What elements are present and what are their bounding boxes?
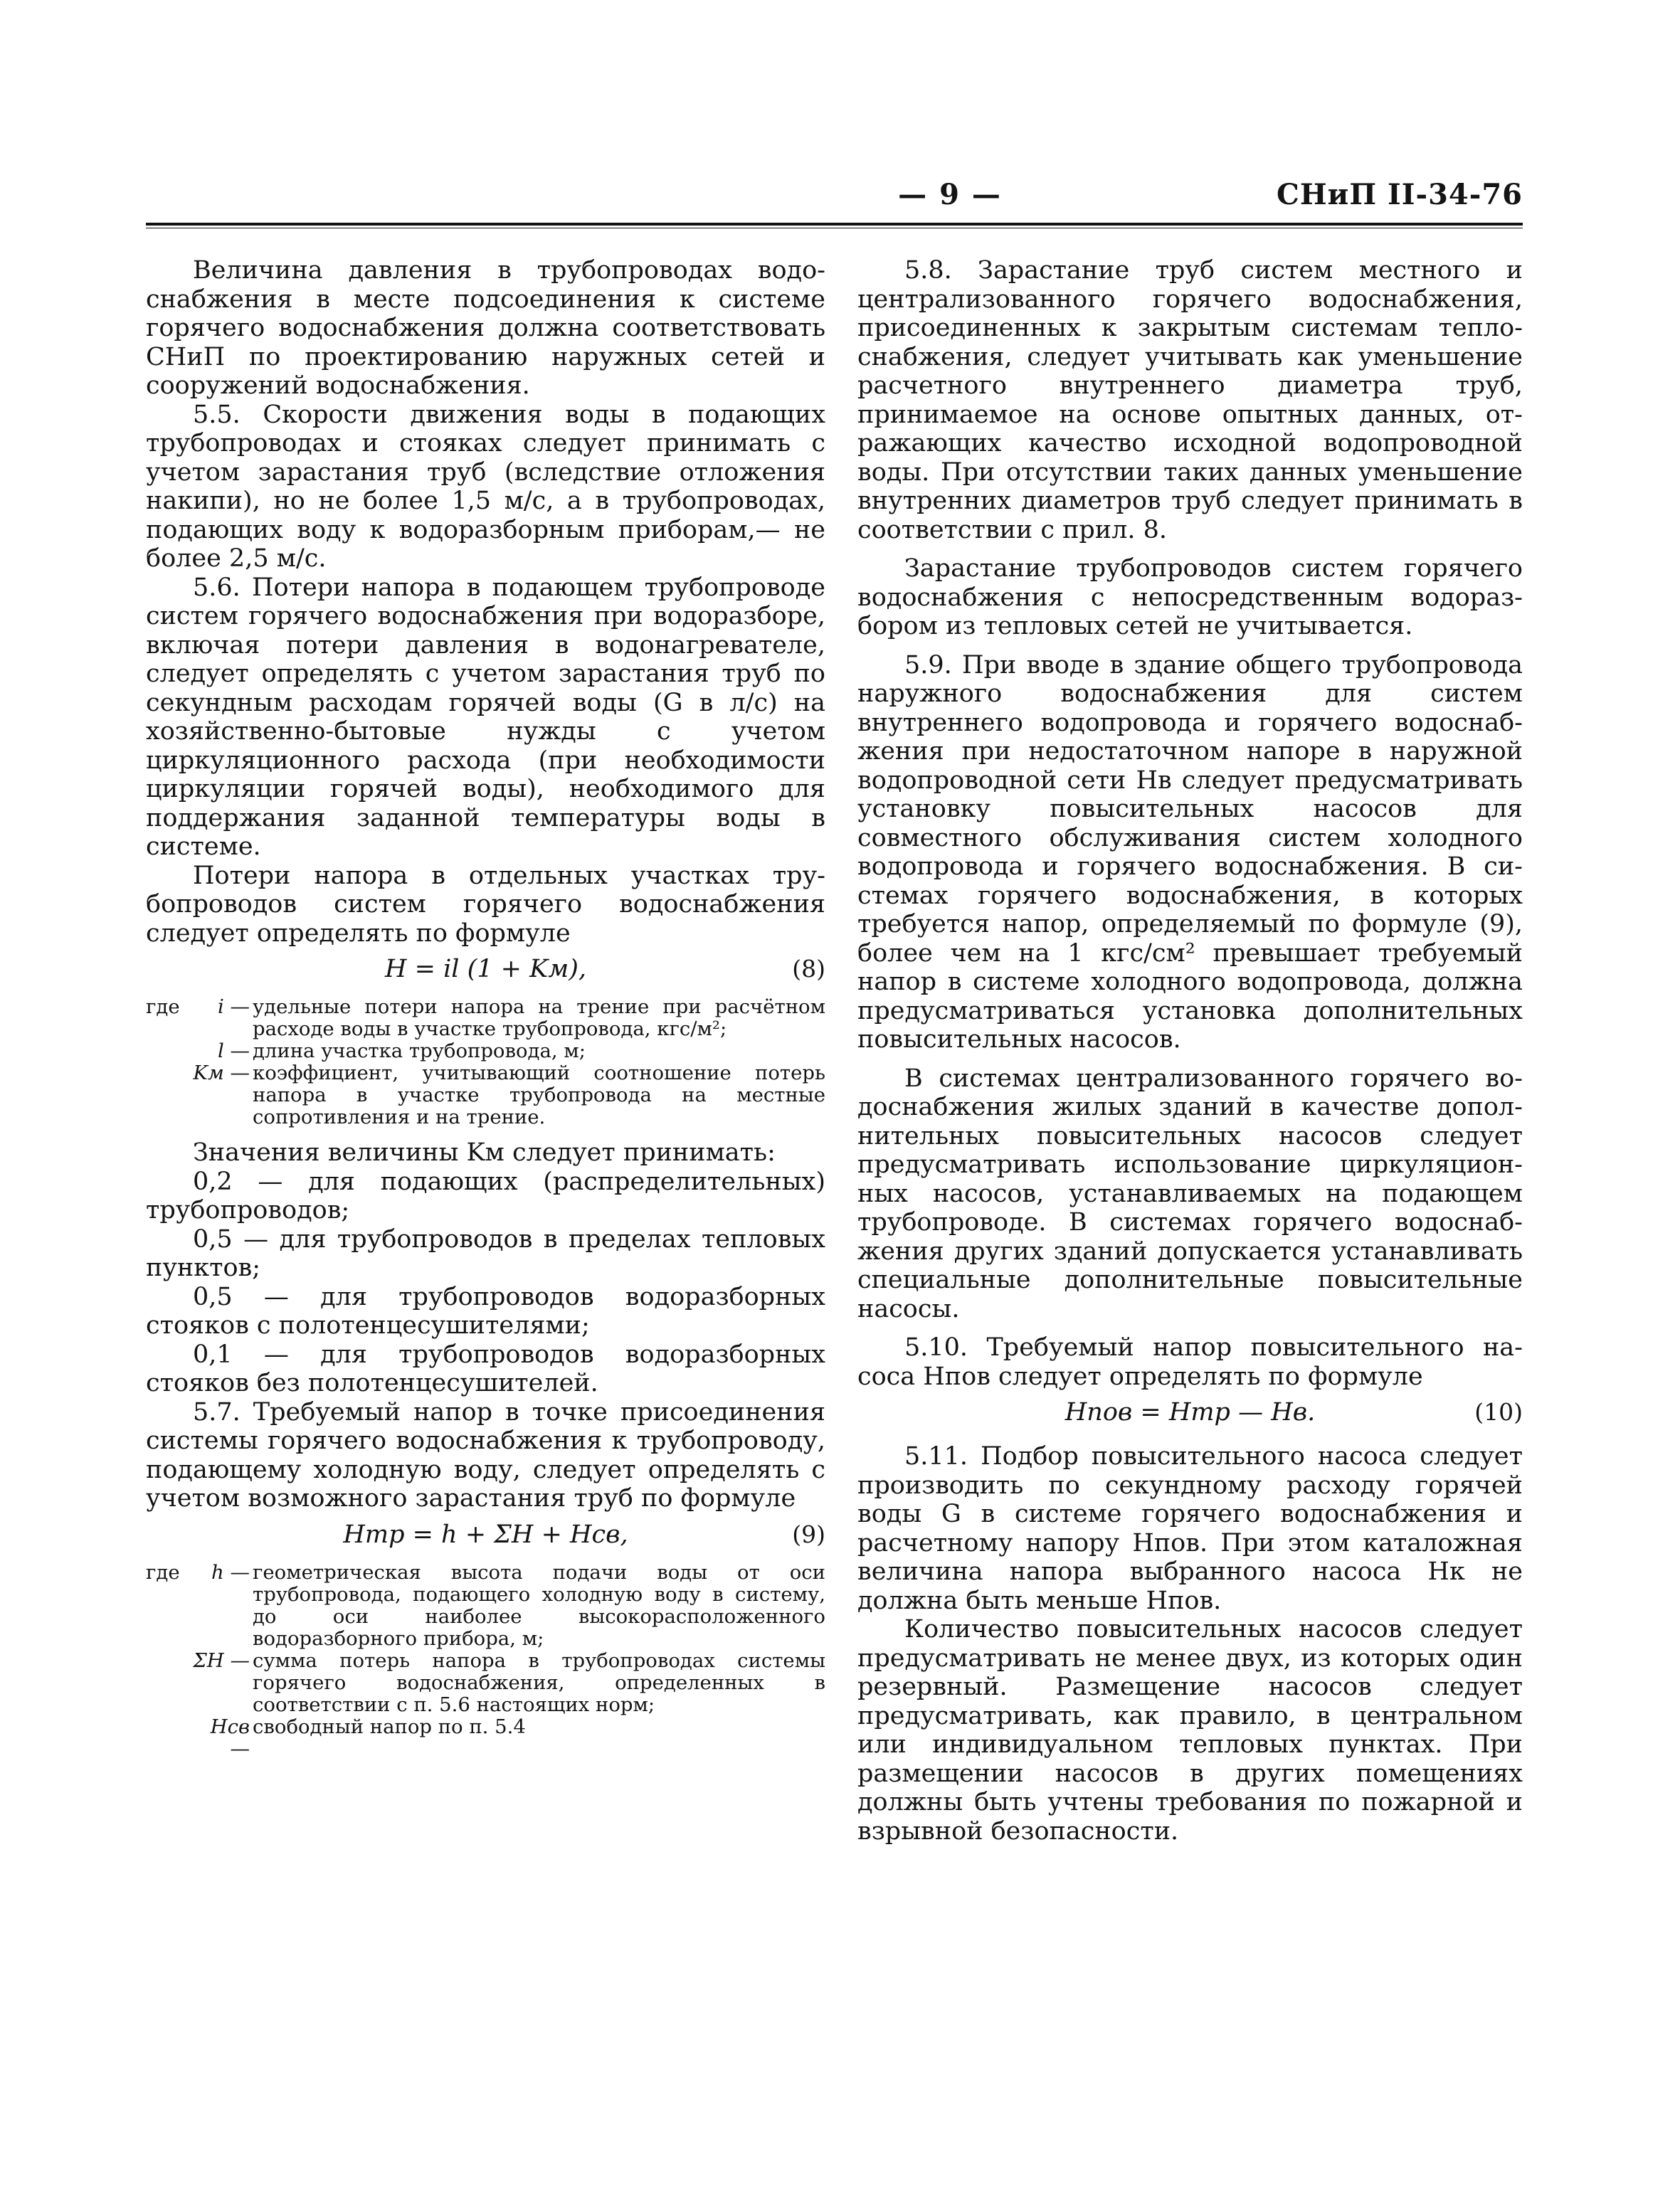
- page-number: — 9 —: [898, 178, 1002, 211]
- paragraph: 0,2 — для подающих (распределительных) трубопроводов;: [146, 1167, 825, 1224]
- legend-text: длина участка трубопровода, м;: [253, 1039, 586, 1062]
- legend-row: [146, 1650, 825, 1716]
- paragraph: Величина давления в трубопроводах водоснабжения в месте подсоединения к системе горячего водоснабжения должна соответствовать СНиП по проектированию наружных сетей и сооружений водоснабжения.: [146, 256, 825, 400]
- paragraph: Значения величины Kм следует принимать:: [193, 1138, 776, 1167]
- formula-8-number: (8): [792, 955, 825, 983]
- paragraph: 0,1 — для трубопроводов водоразборных стояков без полотенцесушителей.: [146, 1340, 825, 1397]
- formula-9-legend: [146, 1562, 825, 1760]
- paragraph-5-6: 5.6. Потери напора в подающем трубопроводе систем горячего водоснабжения при водоразборе, включая потери давления в водонагревателе, следует определять с учетом зарастания труб по секундным расходам горячей воды (G в л/с) на хозяйственно-бытовые нужды с учетом циркуляционного расхода (при необходимости циркуляции горячей воды), необходимого для поддержания заданной температуры воды в системе.: [146, 573, 825, 861]
- formula-10-expression: Hпов = Hтр — Hв.: [1064, 1398, 1316, 1427]
- legend-text: свободный напор по п. 5.4: [253, 1715, 526, 1738]
- legend-symbol: l —: [217, 1039, 250, 1062]
- legend-symbol: Kм —: [193, 1062, 250, 1084]
- page-header: [146, 178, 1523, 221]
- paragraph: Количество повысительных насосов следует предусматривать не менее двух, из которых один резервный. Размещение насосов следует предусматривать, как правило, в центральном или индивидуальном тепловых пунктах. При размещении насосов в других помещениях должны быть учтены требования по пожарной и взрывной безопасности.: [857, 1615, 1523, 1846]
- legend-where: где: [146, 995, 180, 1018]
- right-column: [857, 256, 1523, 1846]
- legend-row: [146, 996, 825, 1040]
- formula-10: [857, 1395, 1523, 1432]
- header-rule: [146, 223, 1523, 228]
- legend-text: сумма потерь напора в трубопроводах системы горячего водоснабжения, определенных в соответствии с п. 5.6 настоящих норм;: [253, 1649, 825, 1716]
- paragraph-5-5: 5.5. Скорости движения воды в подающих трубопроводах и стояках следует принимать с учетом зарастания труб (вследствие отложения накипи), но не более 1,5 м/с, а в трубопроводах, подающих воду к водоразборным приборам,— не более 2,5 м/с.: [146, 400, 825, 573]
- paragraph: Зарастание трубопроводов систем горячего водоснабжения с непосредственным водоразбором из тепловых сетей не учитывается.: [857, 554, 1523, 640]
- legend-symbol: Hсв —: [210, 1715, 250, 1760]
- legend-row: [146, 1716, 825, 1760]
- legend-row: [146, 1040, 825, 1062]
- formula-10-number: (10): [1474, 1398, 1523, 1426]
- paragraph: В системах централизованного горячего водоснабжения жилых зданий в качестве дополнительных повысительных насосов следует предусматривать использование циркуляционных насосов, устанавливаемых на подающем трубопроводе. В системах горячего водоснабжения других зданий допускается устанавливать специальные дополнительные повысительные насосы.: [857, 1064, 1523, 1323]
- legend-row: [146, 1062, 825, 1128]
- left-column: [146, 256, 825, 1767]
- paragraph-5-7: 5.7. Требуемый напор в точке присоединения системы горячего водоснабжения к трубопроводу, подающему холодную воду, следует определять с учетом возможного зарастания труб по формуле: [146, 1397, 825, 1513]
- paragraph-5-10: 5.10. Требуемый напор повысительного наcoca Hпов следует определять по формуле: [857, 1333, 1523, 1391]
- legend-text: удельные потери напора на трение при расчётном расходе воды в участке трубопровода, кгс/м²;: [253, 995, 825, 1040]
- legend-symbol: h —: [211, 1560, 250, 1584]
- formula-9-number: (9): [792, 1520, 825, 1548]
- paragraph: 0,5 — для трубопроводов водоразборных стояков с полотенцесушителями;: [146, 1282, 825, 1340]
- formula-8-legend: [146, 996, 825, 1128]
- paragraph: Потери напора в отдельных участках трубопроводов систем горячего водоснабжения следует определять по формуле: [146, 861, 825, 948]
- formula-9-expression: Hтр = h + ΣH + Hсв,: [343, 1520, 628, 1549]
- legend-row: [146, 1562, 825, 1650]
- legend-symbol: i —: [217, 995, 250, 1018]
- paragraph-5-11: 5.11. Подбор повысительного насоса следует производить по секундному расходу горячей воды G в системе горячего водоснабжения и расчетному напору Hпов. При этом каталожная величина напора выбранного насоса Hк не должна быть меньше Hпов.: [857, 1442, 1523, 1615]
- legend-symbol: ΣH —: [193, 1649, 250, 1672]
- paragraph: 0,5 — для трубопроводов в пределах тепловых пунктов;: [146, 1224, 825, 1282]
- document-code: СНиП II-34-76: [1277, 178, 1523, 211]
- paragraph-5-9: 5.9. При вводе в здание общего трубопровода наружного водоснабжения для систем внутреннего водопровода и горячего водоснабжения при недостаточном напоре в наружной водопроводной сети Hв следует предусматривать установку повысительных насосов для совместного обслуживания систем холодного водопровода и горячего водоснабжения. В системах горячего водоснабжения, в которых требуется напор, определяемый по формуле (9), более чем на 1 кгс/см² превышает требуемый напор в системе холодного водопровода, должна предусматриваться установка дополнительных повысительных насосов.: [857, 650, 1523, 1054]
- legend-text: коэффициент, учитывающий соотношение потерь напора в участке трубопровода на местные сопротивления и на трение.: [253, 1062, 825, 1128]
- legend-where: где: [146, 1560, 180, 1584]
- formula-9: [146, 1518, 825, 1555]
- formula-8: [146, 952, 825, 989]
- legend-text: геометрическая высота подачи воды от оси трубопровода, подающего холодную воду в систему, до оси наиболее высокорасположенного водоразборного прибора, м;: [253, 1560, 825, 1650]
- formula-8-expression: H = il (1 + Kм),: [384, 955, 587, 983]
- paragraph-5-8: 5.8. Зарастание труб систем местного и централизованного горячего водоснабжения, присоединенных к закрытым системам теплоснабжения, следует учитывать как уменьшение расчетного внутреннего диаметра труб, принимаемое на основе опытных данных, отражающих качество исходной водопроводной воды. При отсутствии таких данных уменьшение внутренних диаметров труб следует принимать в соответствии с прил. 8.: [857, 256, 1523, 544]
